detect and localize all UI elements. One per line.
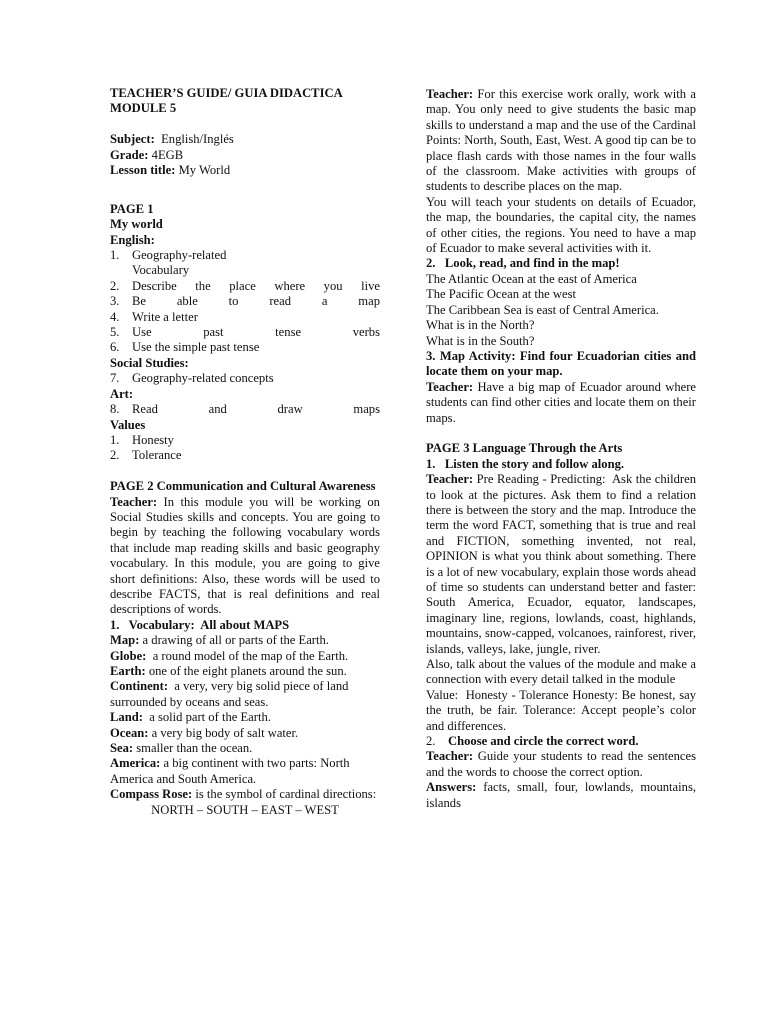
- list-item: What is in the North?: [426, 318, 535, 333]
- definition-item: Sea: smaller than the ocean.: [110, 741, 253, 756]
- list-item: 2. Tolerance: [110, 448, 182, 463]
- page2-teacher-paragraph: Teacher: In this module you will be working on Social Studies skills and concepts. You are going to begin by teaching the following vocabulary words that include map reading skills and basic geography vocabulary. In this module, you are going to give short definitions: Also, these words will be used to describe FACTS, that is real definitions and real descriptions of words.: [110, 494, 380, 617]
- english-objectives-list: [110, 248, 380, 356]
- list-item: What is in the South?: [426, 333, 535, 348]
- ecuador-paragraph: You will teach your students on details of Ecuador, the map, the boundaries, the capital city, the names of other cities, the regions. You need to have a map of Ecuador to make several activities with it.: [426, 194, 696, 256]
- look-heading: 2. Look, read, and find in the map!: [426, 256, 620, 271]
- listen-heading: 1. Listen the story and follow along.: [426, 456, 625, 471]
- definition-list: [110, 633, 380, 802]
- lesson-line: Lesson title: My World: [110, 163, 231, 178]
- list-item: 3. Be able to read a map: [110, 294, 380, 309]
- value-paragraph: Value: Honesty - Tolerance Honesty: Be honest, say the truth, be fair. Tolerance: Accept people’s color and differences.: [426, 687, 700, 733]
- list-item: 2. Describe the place where you live: [110, 278, 380, 293]
- list-item: 1. Geography-related Vocabulary: [110, 248, 227, 278]
- subject-line: Subject: English/Inglés: [110, 132, 234, 147]
- list-item: The Atlantic Ocean at the east of America: [426, 271, 637, 286]
- right-column: [426, 87, 700, 811]
- vocabulary-heading: 1. Vocabulary: All about MAPS: [110, 617, 290, 632]
- list-item: 6. Use the simple past tense: [110, 340, 260, 355]
- left-column: [110, 86, 380, 818]
- teacher-cities-paragraph: Teacher: Have a big map of Ecuador around where students can find other cities and locate them on their maps.: [426, 379, 696, 425]
- also-paragraph: Also, talk about the values of the module and make a connection with every detail talked in the module: [426, 657, 696, 687]
- teacher-reading-paragraph: Teacher: Pre Reading - Predicting: Ask the children to look at the pictures. Ask them to find a relation there is between the story and the map. Introduce the term the word FACT, something that is true and real and FICTION, something invented, not real, OPINION is what you think about something. There is a lot of new vocabulary, explain those words ahead of time so students can understand better and faster: South America, Ecuador, equator, landscapes, imaginary line, regions, lowlands, coast, highlands, mountains, snow-capped, volcanoes, rainforest, river, islands, valleys, lake, jungle, river.: [426, 472, 700, 656]
- list-item: 5. Use past tense verbs: [110, 325, 380, 340]
- list-item: The Pacific Ocean at the west: [426, 287, 577, 302]
- choose-heading: 2. Choose and circle the correct word.: [426, 734, 639, 749]
- art-list: [110, 402, 380, 417]
- definition-item: Continent: a very, very big solid piece of land surrounded by oceans and seas.: [110, 679, 352, 709]
- teacher-choose-paragraph: Teacher: Guide your students to read the sentences and the words to choose the correct option.: [426, 749, 696, 779]
- look-list: [426, 272, 696, 349]
- answers-paragraph: Answers: facts, small, four, lowlands, mountains, islands: [426, 780, 696, 810]
- page2-heading: PAGE 2 Communication and Cultural Awareness: [110, 479, 376, 494]
- teacher-map-paragraph: Teacher: For this exercise work orally, work with a map. You only need to give students the basic map skills to understand a map and the use of the Cardinal Points: North, South, East, West. A good tip can be to place flash cards with those names in the four walls of the classroom. Make activities with groups of students to describe places on the map.: [426, 87, 697, 194]
- social-studies-list: [110, 371, 380, 386]
- definition-item: America: a big continent with two parts: North America and South America.: [110, 756, 350, 786]
- definition-item: Globe: a round model of the map of the Earth.: [110, 648, 349, 663]
- values-list: [110, 433, 380, 464]
- grade-line: Grade: 4EGB: [110, 147, 184, 162]
- art-label: Art:: [110, 386, 134, 401]
- definition-item: Ocean: a very big body of salt water.: [110, 725, 299, 740]
- social-studies-label: Social Studies:: [110, 355, 189, 370]
- definition-item: Map: a drawing of all or parts of the Earth.: [110, 633, 329, 648]
- list-item: The Caribbean Sea is east of Central America.: [426, 302, 659, 317]
- map-activity-heading: 3. Map Activity: Find four Ecuadorian cities and locate them on your map.: [426, 348, 696, 379]
- definition-item: Compass Rose: is the symbol of cardinal directions:: [110, 787, 377, 802]
- cardinal-directions: NORTH – SOUTH – EAST – WEST: [151, 802, 339, 817]
- list-item: 8. Read and draw maps: [110, 402, 380, 417]
- list-item: 7. Geography-related concepts: [110, 371, 274, 386]
- list-item: 4. Write a letter: [110, 309, 198, 324]
- page1-heading: PAGE 1: [110, 201, 154, 216]
- list-item: 1. Honesty: [110, 432, 174, 447]
- definition-item: Earth: one of the eight planets around the sun.: [110, 663, 347, 678]
- page1-subheading: My world: [110, 217, 163, 232]
- definition-item: Land: a solid part of the Earth.: [110, 710, 271, 725]
- page3-heading: PAGE 3 Language Through the Arts: [426, 441, 623, 456]
- module-title: MODULE 5: [110, 101, 177, 116]
- english-label: English:: [110, 232, 155, 247]
- doc-title: TEACHER’S GUIDE/ GUIA DIDACTICA: [110, 86, 343, 100]
- values-label: Values: [110, 417, 146, 432]
